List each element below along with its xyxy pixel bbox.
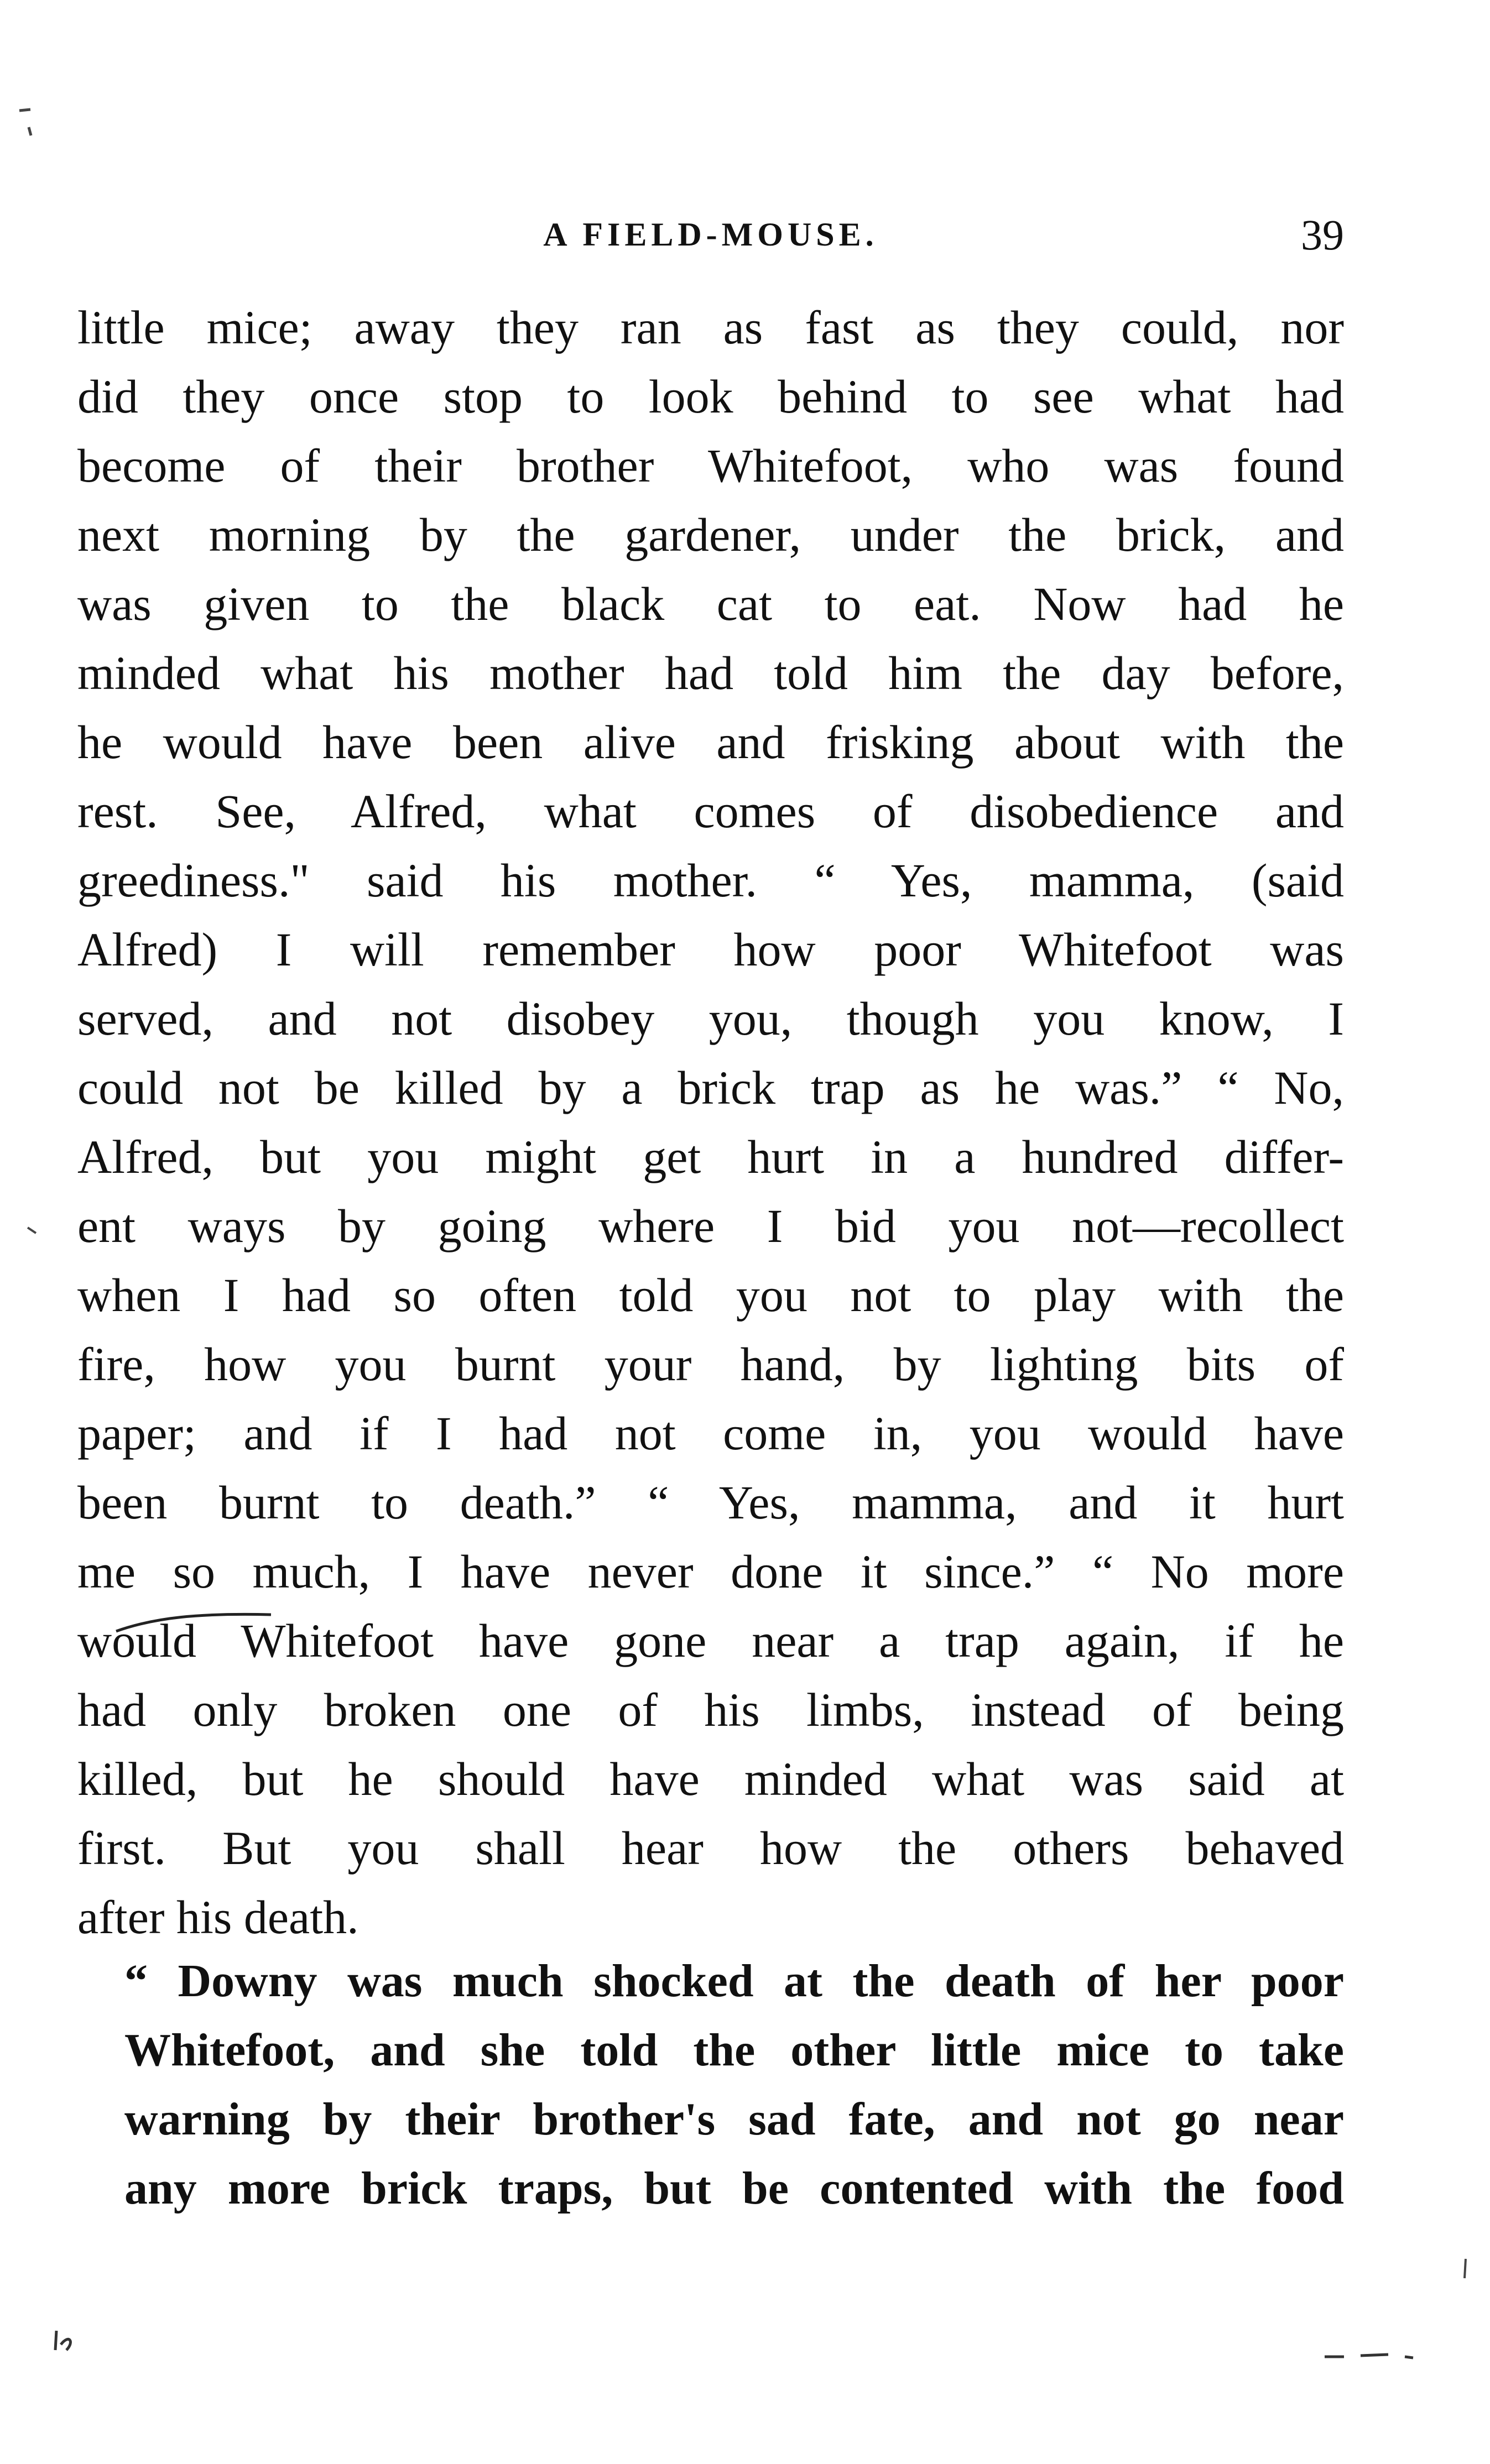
text-line: “ Downy was much shocked at the death of her poor — [124, 1955, 1344, 2007]
running-head: A FIELD-MOUSE. — [543, 216, 878, 253]
text-line: was given to the black cat to eat. Now had he — [77, 577, 1344, 630]
text-line: fire, how you burnt your hand, by lighting bits of — [77, 1338, 1344, 1391]
text-line: had only broken one of his limbs, instead of being — [77, 1683, 1344, 1736]
text-line: killed, but he should have minded what was said at — [77, 1752, 1344, 1805]
text-line: Alfred) I will remember how poor Whitefoot was — [77, 923, 1344, 976]
text-line: first. But you shall hear how the others behaved — [77, 1821, 1344, 1875]
text-line: next morning by the gardener, under the brick, and — [77, 508, 1344, 561]
margin-speck-mark — [1322, 2345, 1449, 2367]
text-line: minded what his mother had told him the day before, — [77, 646, 1344, 699]
margin-speck-mark — [25, 1225, 41, 1241]
text-line: rest. See, Alfred, what comes of disobedience and — [77, 785, 1344, 838]
page-number: 39 — [1301, 211, 1344, 259]
text-line: warning by their brother's sad fate, and not go near — [124, 2094, 1344, 2145]
text-line: did they once stop to look behind to see what had — [77, 370, 1344, 423]
paragraph-1 — [77, 293, 1344, 1952]
text-line: become of their brother Whitefoot, who was found — [77, 439, 1344, 492]
page-header — [77, 210, 1344, 271]
text-line: been burnt to death.” “ Yes, mamma, and it hurt — [77, 1476, 1344, 1529]
text-line: served, and not disobey you, though you know, I — [77, 992, 1344, 1045]
text-line: little mice; away they ran as fast as they could, nor — [77, 301, 1344, 354]
text-line: greediness." said his mother. “ Yes, mamma, (said — [77, 854, 1344, 907]
margin-speck-mark — [17, 105, 39, 138]
paragraph-2 — [124, 1946, 1344, 2223]
text-line: paper; and if I had not come in, you would have — [77, 1407, 1344, 1460]
text-line: would Whitefoot have gone near a trap again, if he — [77, 1614, 1344, 1667]
text-line: Alfred, but you might get hurt in a hundred differ- — [77, 1130, 1344, 1183]
text-line: could not be killed by a brick trap as he was.” “ No, — [77, 1061, 1344, 1114]
margin-speck-mark — [1460, 2256, 1471, 2284]
text-line: me so much, I have never done it since.” “ No more — [77, 1545, 1344, 1598]
text-line: when I had so often told you not to play with the — [77, 1268, 1344, 1322]
text-line: ent ways by going where I bid you not—recollect — [77, 1199, 1344, 1252]
text-line: Whitefoot, and she told the other little mice to take — [124, 2024, 1344, 2076]
text-line: he would have been alive and frisking about with the — [77, 716, 1344, 769]
text-line: any more brick traps, but be contented with the food — [124, 2163, 1344, 2214]
handwritten-strike-mark — [111, 1606, 277, 1640]
text-line: after his death. — [77, 1891, 359, 1944]
margin-speck-mark — [50, 2322, 83, 2356]
